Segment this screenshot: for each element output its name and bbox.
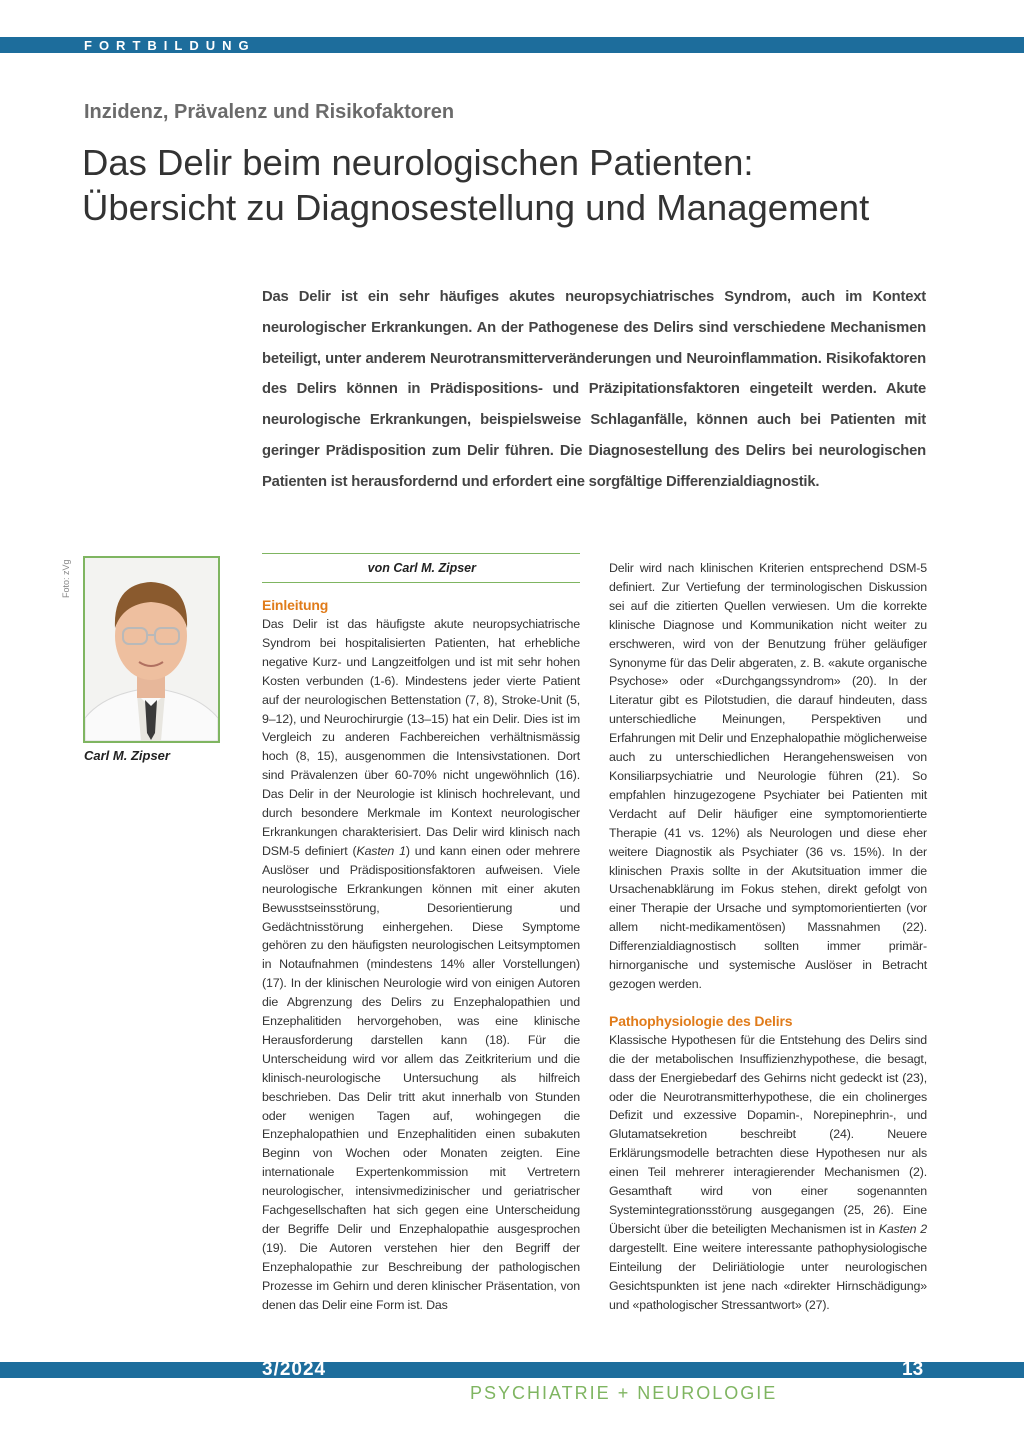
article-title	[82, 140, 982, 230]
section-heading-pathophysiologie: Pathophysiologie des Delirs	[609, 1012, 793, 1029]
paragraph-text: ) und kann einen oder mehrere Auslöser und Prädispositionsfaktoren aufweisen. Viele neurologische Erkrankungen können mit einer akuten Bewusstseinsstörung, Desorientierung und Gedächtnisstörung einhergehen. Diese Symptome gehören zu den häufigsten neurologischen Leitsymptomen in Notaufnahmen (mindestens 14% aller Vorstellungen) (17). In der klinischen Neurologie wird von einigen Autoren die Abgrenzung des Delirs zu Enzephalopathien und Enzephalitiden hervorgehoben, was eine klinische Herausforderung darstellen kann (18). Für die Unterscheidung wird vor allem das Zeitkriterium und die klinisch-neurologische Untersuchung als hilfreich beschrieben. Das Delir tritt akut innerhalb von Stunden oder wenigen Tagen auf, wohingegen die Enzephalopathien und Enzephalitiden einen subakuten Beginn von Wochen oder Monaten zeigten. Eine internationale Expertenkommission mit Vertretern neurologischer, intensivmedizinischer und geriatrischer Fachgesellschaften hat sich gegen eine Unterscheidung der Begriffe Delir und Enzephalopathie ausgesprochen (19). Die Autoren verstehen hier den Begriff der Enzephalopathie zur Beschreibung der pathologischen Prozesse im Gehirn und deren klinischer Präsentation, von denen das Delir eine Form ist. Das	[262, 843, 580, 1312]
paragraph-text: dargestellt. Eine weitere interessante pathophysiologische Einteilung der Deliriätiologie unter neurologischen Gesichtspunkten ist jene nach «direkter Hirnschädigung» und «pathologischer Stressantwort» (27).	[609, 1240, 927, 1312]
photo-credit: Foto: zVg	[61, 559, 71, 598]
author-portrait	[83, 556, 220, 743]
article-kicker: Inzidenz, Prävalenz und Risikofaktoren	[84, 101, 455, 123]
title-line-2: Übersicht zu Diagnosestellung und Management	[82, 187, 870, 228]
section-header-bar	[0, 37, 1024, 53]
column-right	[609, 559, 927, 1314]
paragraph-einleitung	[262, 615, 580, 1315]
article-lead: Das Delir ist ein sehr häufiges akutes neuropsychiatrisches Syndrom, auch im Kontext neurologischer Erkrankungen. An der Pathogenese des Delirs sind verschiedene Mechanismen beteiligt, unter anderem Neurotransmitterveränderungen und Neuroinflammation. Risikofaktoren des Delirs können in Prädispositions- und Präzipitationsfaktoren eingeteilt werden. Akute neurologische Erkrankungen, beispielsweise Schlaganfälle, können auch bei Patienten mit geringer Prädisposition zum Delir führen. Die Diagnosestellung des Delirs bei neurologischen Patienten ist herausfordernd und erfordert eine sorgfältige Differenzialdiagnostik.	[262, 289, 926, 490]
issue-number: 3/2024	[262, 1359, 327, 1380]
byline: von Carl M. Zipser	[367, 561, 476, 575]
kasten-1-reference: Kasten 1	[356, 843, 406, 858]
column-left	[262, 596, 580, 1315]
byline-box	[262, 553, 580, 583]
title-line-1: Das Delir beim neurologischen Patienten:	[82, 142, 754, 183]
author-portrait-image	[85, 558, 218, 741]
paragraph-text: Das Delir ist das häufigste akute neuropsychiatrische Syndrom bei hospitalisierten Patienten, hat erhebliche negative Kurz- und Langzeitfolgen und ist mit sehr hohen Kosten verbunden (1-6). Mindestens jeder vierte Patient auf der neurologischen Bettenstation (7, 8), Stroke-Unit (5, 9–12), und Neurochirurgie (13–15) hat ein Delir. Dies ist im Vergleich zu anderen Fachbereichen verhältnismässig hoch (8, 15), ausgenommen die Intensivstationen. Dort sind Prävalenzen über 60-70% nicht ungewöhnlich (16). Das Delir in der Neurologie ist klinisch hochrelevant, und durch besondere Merkmale im Kontext neurologischer Erkrankungen charakterisiert. Das Delir wird klinisch nach DSM-5 definiert (	[262, 617, 580, 858]
paragraph-pathophysiologie	[609, 1031, 927, 1315]
footer-bar	[0, 1359, 1024, 1380]
section-heading-einleitung: Einleitung	[262, 597, 329, 613]
section-label: FORTBILDUNG	[84, 38, 256, 53]
journal-name: PSYCHIATRIE + NEUROLOGIE	[470, 1383, 778, 1403]
author-caption: Carl M. Zipser	[84, 748, 170, 763]
paragraph-continued: Delir wird nach klinischen Kriterien entsprechend DSM-5 definiert. Zur Vertiefung der terminologischen Diskussion sei auf die zitierten Quellen verwiesen. Um die korrekte klinische Diagnose und Kommunikation nicht weiter zu erschweren, wird von der Benutzung früher geläufiger Synonyme für das Delir abgeraten, z. B. «akute organische Psychose» oder «Durchgangssyndrom» (20). In der Literatur gibt es Pilotstudien, die darauf hindeuten, dass unterschiedliche Meinungen, Perspektiven und Erfahrungen mit Delir und Enzephalopathie möglicherweise auch zu unterschiedlichen Herangehensweisen von Konsiliarpsychiatrie und Neurologie führen (21). So empfahlen hinzugezogene Psychiater bei Patienten mit Verdacht auf Delir häufiger eine symptomorientierte Therapie (41 vs. 12%) als Neurologen und diese eher weitere Diagnostik als Psychiater (36 vs. 15%). In der klinischen Praxis sollte in der Akutsituation immer die Ursachenabklärung im Fokus stehen, direkt gefolgt von einer Therapie der Ursache und symptomorientierten (vor allem nicht-medikamentösen) Massnahmen (22). Differenzialdiagnostisch sollten immer primär-hirnorganische und systemische Auslöser in Betracht gezogen werden.	[609, 561, 927, 991]
page-number: 13	[902, 1359, 924, 1380]
paragraph-text: Klassische Hypothesen für die Entstehung des Delirs sind die der metabolischen Insuffizienzhypothese, die besagt, dass der Energiebedarf des Gehirns nicht gedeckt ist (23), oder die Neurotransmitterhypothese, die ein cholinerges Defizit und exzessive Dopamin-, Norepinephrin-, und Glutamatsekretion beschreibt (24). Neuere Erklärungsmodelle betrachten diese Hypothesen nur als einen Teil mehrerer interagierender Mechanismen (2). Gesamthaft wird von einer sogenannten Systemintegrationsstörung ausgegangen (25, 26). Eine Übersicht über die beteiligten Mechanismen ist in	[609, 1032, 927, 1236]
kasten-2-reference: Kasten 2	[878, 1221, 927, 1236]
